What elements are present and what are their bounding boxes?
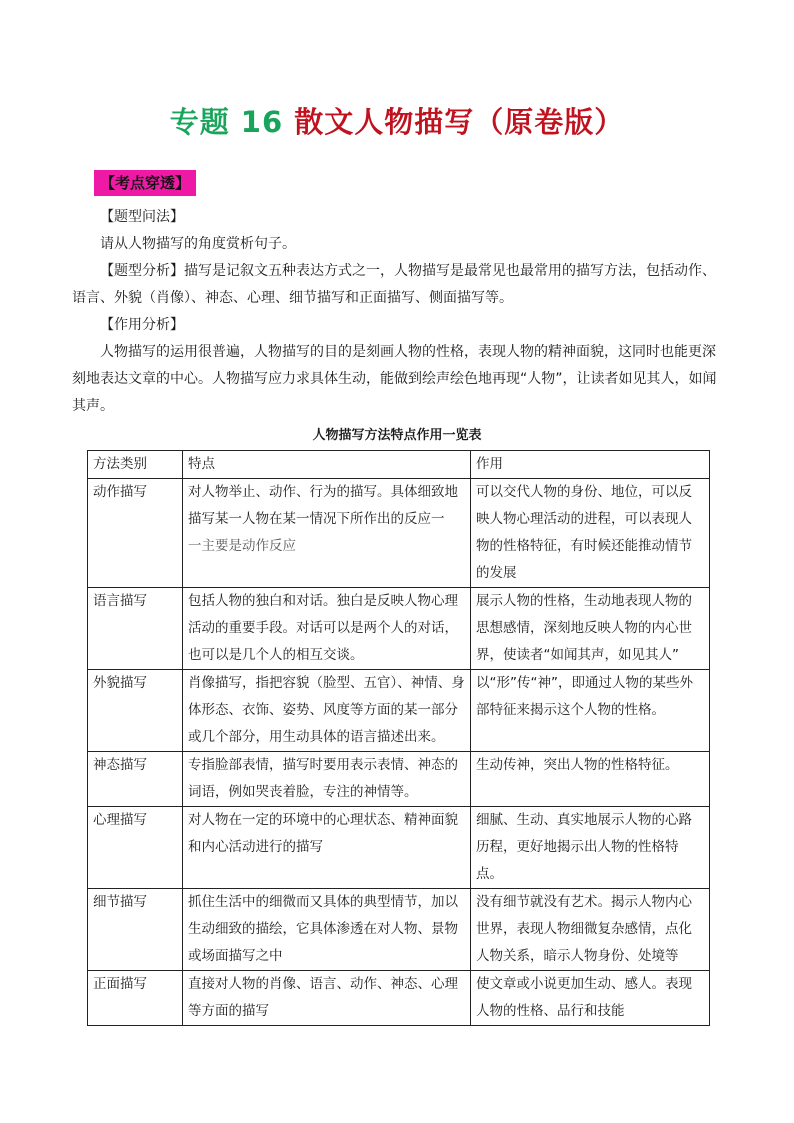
effect-cell: 展示人物的性格，生动地表现人物的思想感情，深刻地反映人物的内心世界，使读者“如闻其声，如见其人” [471, 588, 710, 670]
effect-cell: 可以交代人物的身份、地位，可以反映人物心理活动的进程，可以表现人物的性格特征，有时候还能推动情节的发展 [471, 479, 710, 588]
effect-heading: 【作用分析】 [100, 317, 184, 333]
title-text: 散文人物描写（原卷版） [294, 105, 625, 139]
table-row [88, 588, 710, 670]
question-type-text: 请从人物描写的角度赏析句子。 [100, 236, 296, 252]
feature-cell: 抓住生活中的细微而又具体的典型情节，加以生动细致的描绘，它具体渗透在对人物、景物或场面描写之中 [183, 889, 471, 971]
section-badge: 【考点穿透】 [94, 170, 196, 196]
table-row [88, 971, 710, 1026]
description-methods-table [87, 450, 710, 1026]
method-cell: 心理描写 [88, 807, 183, 889]
feature-cell [183, 479, 471, 588]
effect-cell: 以“形”传“神”，即通过人物的某些外部特征来揭示这个人物的性格。 [471, 670, 710, 752]
analysis-paragraph [72, 258, 722, 312]
table-row [88, 479, 710, 588]
method-cell: 语言描写 [88, 588, 183, 670]
method-cell: 外貌描写 [88, 670, 183, 752]
effect-cell: 生动传神，突出人物的性格特征。 [471, 752, 710, 807]
table-row [88, 807, 710, 889]
effect-cell: 没有细节就没有艺术。揭示人物内心世界，表现人物细微复杂感情，点化人物关系，暗示人物身份、处境等 [471, 889, 710, 971]
feature-cell: 专指脸部表情，描写时要用表示表情、神态的词语，例如哭丧着脸，专注的神情等。 [183, 752, 471, 807]
method-cell: 细节描写 [88, 889, 183, 971]
feature-text: 对人物举止、动作、行为的描写。具体细致地描写某一人物在某一情况下所作出的反应一 [188, 484, 458, 527]
intro-section [72, 204, 722, 420]
table-row [88, 889, 710, 971]
feature-cell: 包括人物的独白和对话。独白是反映人物心理活动的重要手段。对话可以是两个人的对话，也可以是几个人的相互交谈。 [183, 588, 471, 670]
header-cell-method: 方法类别 [88, 451, 183, 479]
effect-cell: 细腻、生动、真实地展示人物的心路历程，更好地揭示出人物的性格特点。 [471, 807, 710, 889]
feature-cell: 对人物在一定的环境中的心理状态、精神面貌和内心活动进行的描写 [183, 807, 471, 889]
analysis-label: 【题型分析】 [100, 263, 184, 279]
table-row [88, 670, 710, 752]
effect-cell: 使文章或小说更加生动、感人。表现人物的性格、品行和技能 [471, 971, 710, 1026]
header-cell-effect: 作用 [471, 451, 710, 479]
method-cell: 神态描写 [88, 752, 183, 807]
table-title: 人物描写方法特点作用一览表 [312, 428, 482, 443]
method-cell: 动作描写 [88, 479, 183, 588]
table-row [88, 752, 710, 807]
question-type-heading: 【题型问法】 [100, 209, 184, 225]
feature-cell: 肖像描写，指把容貌（脸型、五官）、神情、身体形态、衣饰、姿势、风度等方面的某一部分或几个部分，用生动具体的语言描述出来。 [183, 670, 471, 752]
title-number: 专题 16 [169, 105, 284, 139]
method-cell: 正面描写 [88, 971, 183, 1026]
feature-extra-text: 一主要是动作反应 [188, 538, 296, 554]
analysis-text: 描写是记叙文五种表达方式之一，人物描写是最常见也最常用的描写方法，包括动作、语言、外貌（肖像）、神态、心理、细节描写和正面描写、侧面描写等。 [72, 263, 716, 306]
header-cell-feature: 特点 [183, 451, 471, 479]
page-title [0, 100, 794, 141]
table-header-row [88, 451, 710, 479]
feature-cell: 直接对人物的肖像、语言、动作、神态、心理等方面的描写 [183, 971, 471, 1026]
effect-paragraph: 人物描写的运用很普遍，人物描写的目的是刻画人物的性格，表现人物的精神面貌，这同时也能更深刻地表达文章的中心。人物描写应力求具体生动，能做到绘声绘色地再现“人物”，让读者如见其人，如闻其声。 [72, 344, 717, 414]
